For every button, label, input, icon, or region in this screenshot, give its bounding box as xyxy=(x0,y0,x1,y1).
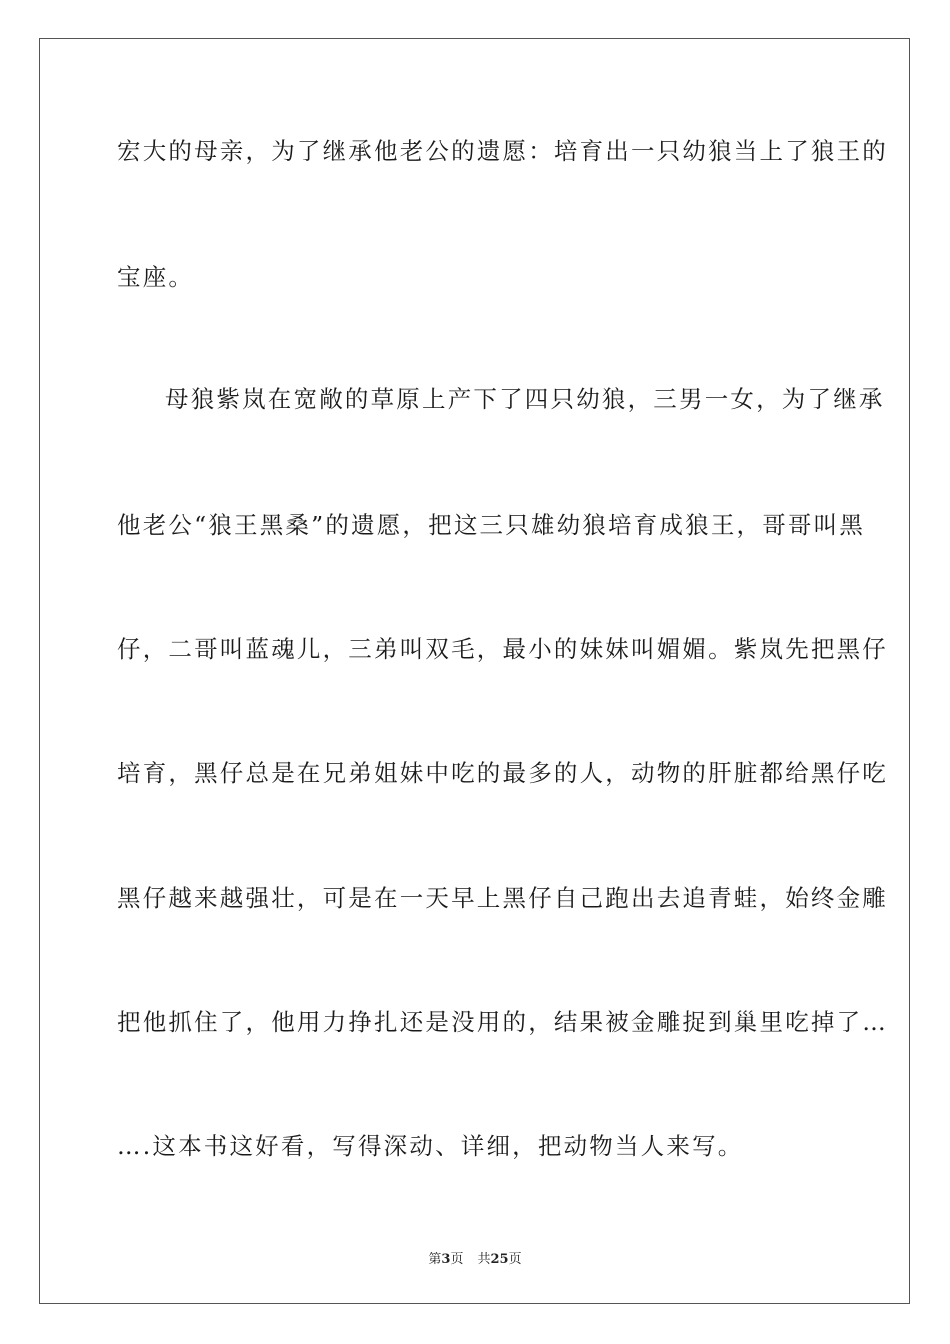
body-text-line-6: 培育，黑仔总是在兄弟姐妹中吃的最多的人，动物的肝脏都给黑仔吃 xyxy=(117,759,888,787)
footer-total-prefix: 共 xyxy=(477,1252,491,1267)
footer-page-suffix: 页 xyxy=(450,1252,464,1267)
body-text-line-8: 把他抓住了，他用力挣扎还是没用的，结果被金雕捉到巢里吃掉了… xyxy=(117,1008,888,1036)
body-text-line-2: 宝座。 xyxy=(117,263,195,291)
body-text-line-7: 黑仔越来越强壮，可是在一天早上黑仔自己跑出去追青蛙，始终金雕 xyxy=(117,884,888,912)
footer-total-suffix: 页 xyxy=(508,1252,522,1267)
page-border xyxy=(39,38,910,1304)
body-text-line-9: ….这本书这好看，写得深动、详细，把动物当人来写。 xyxy=(117,1132,744,1160)
body-text-line-3: 母狼紫岚在宽敞的草原上产下了四只幼狼，三男一女，为了继承 xyxy=(165,385,885,413)
footer-total-number: 25 xyxy=(490,1252,509,1267)
body-text-line-4: 他老公“狼王黑桑”的遗愿，把这三只雄幼狼培育成狼王，哥哥叫黑 xyxy=(117,511,866,539)
footer-page-prefix: 第 xyxy=(428,1252,442,1267)
body-text-line-1: 宏大的母亲，为了继承他老公的遗愿：培育出一只幼狼当上了狼王的 xyxy=(117,137,888,165)
footer-page-number: 3 xyxy=(441,1252,451,1267)
body-text-line-5: 仔，二哥叫蓝魂儿，三弟叫双毛，最小的妹妹叫媚媚。紫岚先把黑仔 xyxy=(117,635,888,663)
page-footer xyxy=(0,1248,950,1267)
